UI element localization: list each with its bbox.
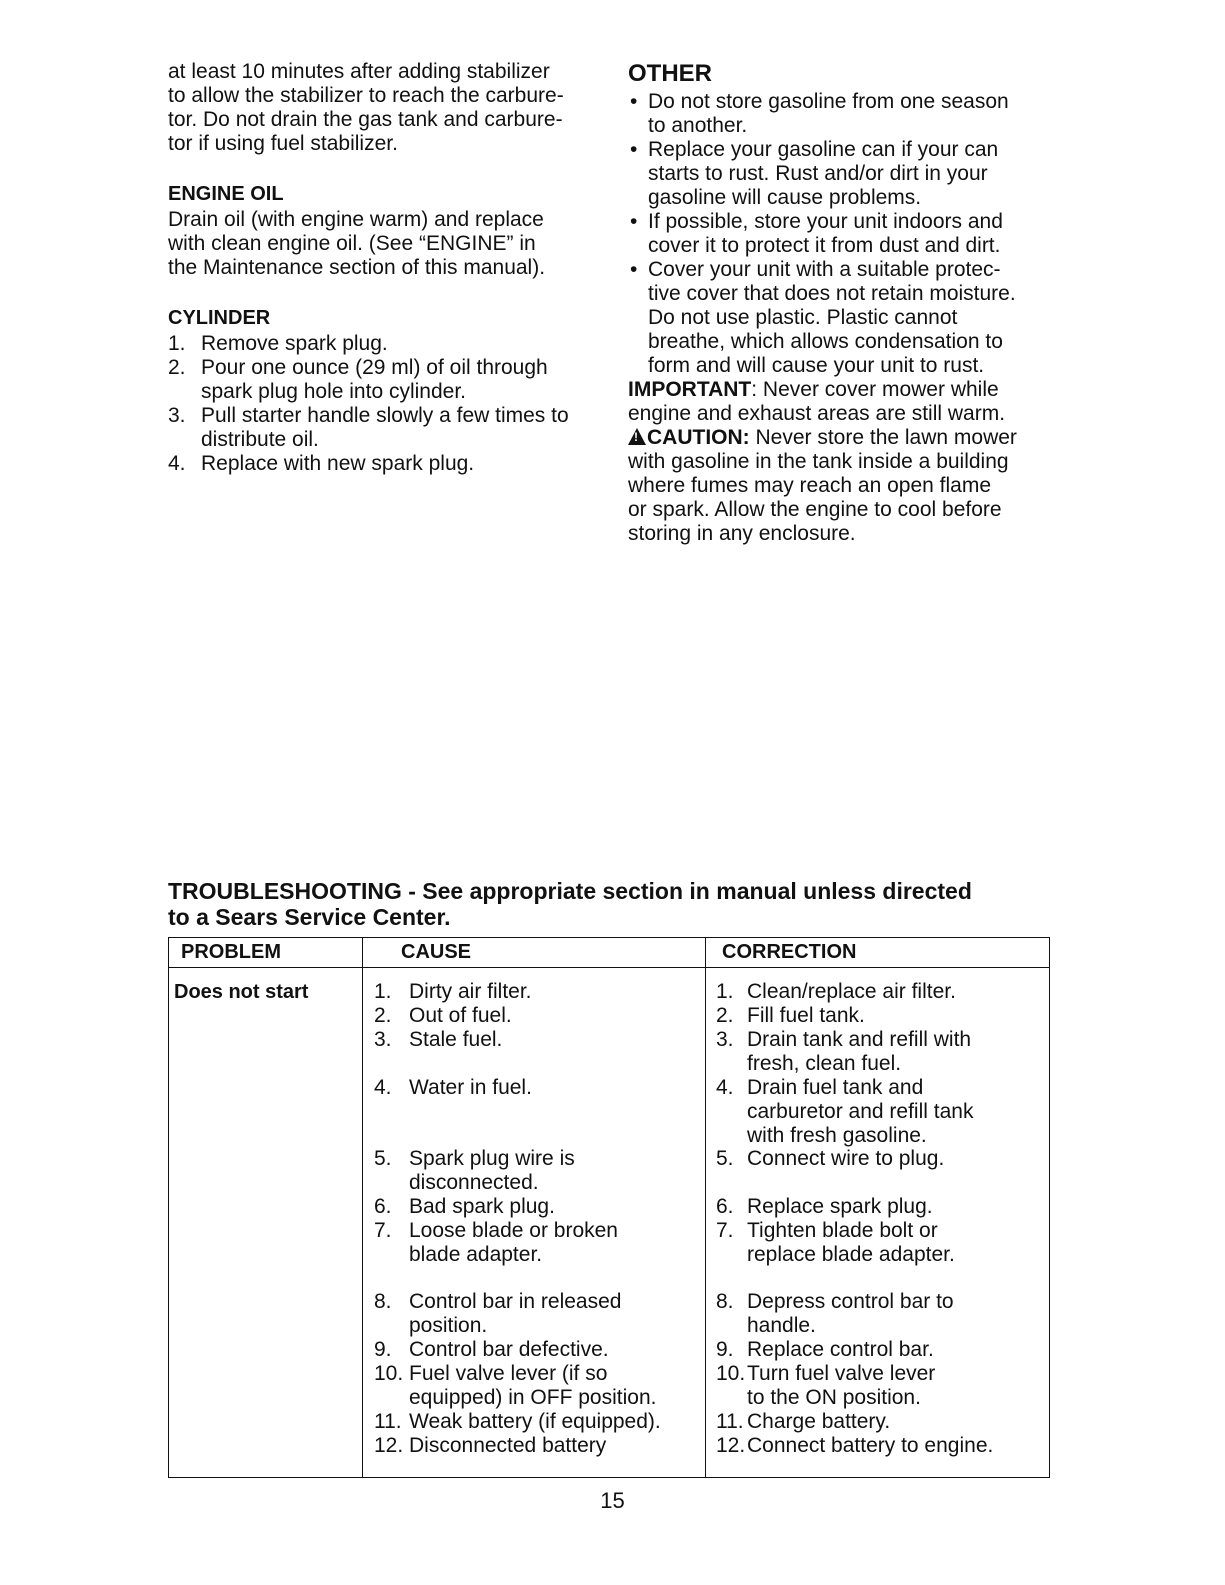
page-number: 15 [600,1488,625,1513]
column-divider [705,938,706,1477]
item-line: Loose blade or broken [409,1219,618,1242]
item-line: position. [409,1314,488,1337]
troubleshooting-title: TROUBLESHOOTING - See appropriate section in manual unless directed to a Sears Service Center. [168,878,972,930]
item-number: 11. [374,1410,402,1433]
item-number: 8. [374,1290,392,1313]
list-item: 4. Replace with new spark plug. [168,452,475,475]
item-line: to the ON position. [747,1386,921,1409]
item-number: 10. [716,1362,746,1385]
item-line: with fresh gasoline. [747,1124,927,1147]
item-line: Connect wire to plug. [747,1147,945,1170]
item-number: 5. [374,1147,392,1170]
item-number: 5. [716,1147,734,1170]
item-line: Spark plug wire is [409,1147,575,1170]
item-line: Bad spark plug. [409,1195,555,1218]
text-line: tor. Do not drain the gas tank and carbure- [168,108,563,131]
troubleshooting-table [168,937,1050,1478]
item-line: Control bar in released [409,1290,622,1313]
problem-cell: Does not start [174,981,309,1003]
list-item: • Replace your gasoline can if your can starts to rust. Rust and/or dirt in your gasoline will cause problems. [628,138,1058,210]
engine-oil-paragraph [168,208,598,280]
item-number: 2. [374,1004,392,1027]
text-line: to allow the stabilizer to reach the carbure- [168,84,564,107]
item-line: blade adapter. [409,1243,543,1266]
item-line: Depress control bar to [747,1290,954,1313]
text-line: tor if using fuel stabilizer. [168,132,398,155]
item-line: Replace spark plug. [747,1195,933,1218]
item-line: Weak battery (if equipped). [409,1410,661,1433]
item-number: 12. [716,1434,746,1457]
header-cause: CAUSE [401,941,472,963]
text-line: the Maintenance section of this manual). [168,256,546,279]
text-line: with clean engine oil. (See “ENGINE” in [168,232,536,255]
list-item: 3. Pull starter handle slowly a few times to distribute oil. [168,404,569,451]
item-number: 3. [716,1028,734,1051]
important-note: IMPORTANT: Never cover mower while engine and exhaust areas are still warm. [628,378,1006,425]
item-number: 9. [716,1338,734,1361]
item-number: 6. [374,1195,392,1218]
other-heading: OTHER [628,60,712,87]
item-line: Out of fuel. [409,1004,512,1027]
left-column [168,60,598,476]
item-line: Drain tank and refill with [747,1028,972,1051]
cylinder-steps [168,332,598,476]
item-line: Connect battery to engine. [747,1434,994,1457]
item-number: 4. [374,1076,392,1099]
item-number: 1. [716,980,734,1003]
item-line: Stale fuel. [409,1028,503,1051]
list-item: 1. Remove spark plug. [168,332,388,355]
header-problem: PROBLEM [181,941,281,963]
item-line: Fill fuel tank. [747,1004,865,1027]
header-rule [169,967,1049,968]
text-line: Drain oil (with engine warm) and replace [168,208,544,231]
intro-paragraph [168,60,598,156]
caution-label: CAUTION: [647,426,750,449]
item-line: replace blade adapter. [747,1243,955,1266]
item-line: carburetor and refill tank [747,1100,974,1123]
item-number: 8. [716,1290,734,1313]
item-line: handle. [747,1314,816,1337]
other-bullets [628,90,1058,378]
item-number: 6. [716,1195,734,1218]
item-line: Turn fuel valve lever [747,1362,936,1385]
item-line: Tighten blade bolt or [747,1219,938,1242]
item-line: disconnected. [409,1171,539,1194]
item-number: 9. [374,1338,392,1361]
item-number: 4. [716,1076,734,1099]
item-line: equipped) in OFF position. [409,1386,657,1409]
engine-oil-heading: ENGINE OIL [168,183,284,205]
warning-triangle-icon [628,428,646,445]
important-label: IMPORTANT [628,378,752,401]
header-correction: CORRECTION [722,941,857,963]
item-number: 1. [374,980,392,1003]
item-line: Replace control bar. [747,1338,934,1361]
item-number: 2. [716,1004,734,1027]
list-item: 2. Pour one ounce (29 ml) of oil through spark plug hole into cylinder. [168,356,548,403]
cylinder-heading: CYLINDER [168,307,271,329]
caution-note: !CAUTION: Never store the lawn mower with gasoline in the tank inside a building where fumes may reach an open flame or spark. Allow the engine to cool before storing in any enclosure. [628,426,1058,546]
item-number: 3. [374,1028,392,1051]
item-number: 11. [716,1410,744,1433]
item-number: 7. [374,1219,392,1242]
item-number: 7. [716,1219,734,1242]
text-line: at least 10 minutes after adding stabilizer [168,60,550,83]
item-line: fresh, clean fuel. [747,1052,902,1075]
item-line: Control bar defective. [409,1338,609,1361]
item-line: Dirty air filter. [409,980,532,1003]
right-column [628,60,1058,546]
item-number: 12. [374,1434,404,1457]
item-line: Clean/replace air filter. [747,980,956,1003]
item-line: Disconnected battery [409,1434,607,1457]
list-item: • Do not store gasoline from one season to another. [628,90,1058,138]
item-number: 10. [374,1362,404,1385]
list-item: • If possible, store your unit indoors and cover it to protect it from dust and dirt. [628,210,1058,258]
item-line: Fuel valve lever (if so [409,1362,608,1385]
item-line: Water in fuel. [409,1076,532,1099]
item-line: Charge battery. [747,1410,891,1433]
column-divider [362,938,363,1477]
item-line: Drain fuel tank and [747,1076,924,1099]
list-item: • Cover your unit with a suitable protec- tive cover that does not retain moisture. Do not use plastic. Plastic cannot breathe, which allows condensation to form and will cause your unit to rust. [628,258,1058,378]
